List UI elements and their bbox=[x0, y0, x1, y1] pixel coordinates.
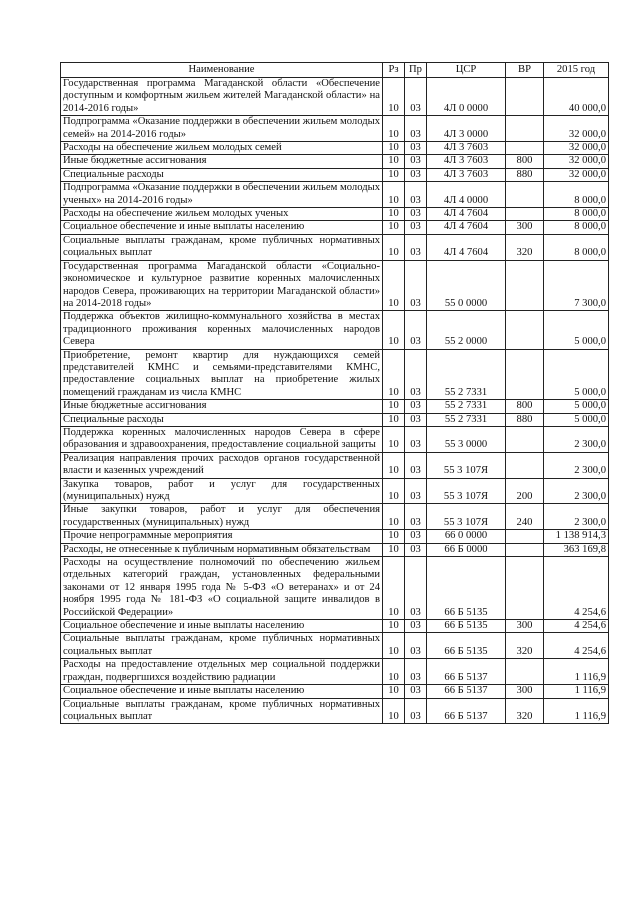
cell-rz: 10 bbox=[383, 349, 405, 400]
cell-name: Специальные расходы bbox=[61, 413, 383, 426]
table-row bbox=[61, 530, 609, 543]
cell-rz: 10 bbox=[383, 208, 405, 221]
cell-csr: 55 2 0000 bbox=[427, 311, 506, 349]
cell-rz: 10 bbox=[383, 530, 405, 543]
cell-name: Иные закупки товаров, работ и услуг для обеспечения государственных (муниципальных) нужд bbox=[61, 504, 383, 530]
cell-name: Социальное обеспечение и иные выплаты населению bbox=[61, 620, 383, 633]
table-row bbox=[61, 452, 609, 478]
cell-name: Расходы на осуществление полномочий по обеспечению жильем отдельных категорий граждан, установленных федеральными законами от 12 января 1995 года № 5-ФЗ «О ветеранах» и от 24 ноября 1995 года № 181-ФЗ «О социальной защите инвалидов в Российской Федерации» bbox=[61, 557, 383, 620]
cell-pr: 03 bbox=[405, 530, 427, 543]
cell-rz: 10 bbox=[383, 168, 405, 181]
cell-pr: 03 bbox=[405, 260, 427, 311]
cell-sum: 2 300,0 bbox=[544, 478, 609, 504]
cell-vr bbox=[506, 208, 544, 221]
cell-sum: 2 300,0 bbox=[544, 452, 609, 478]
cell-csr: 55 3 107Я bbox=[427, 504, 506, 530]
cell-vr bbox=[506, 142, 544, 155]
cell-sum: 8 000,0 bbox=[544, 221, 609, 234]
cell-csr: 4Л 4 7604 bbox=[427, 234, 506, 260]
cell-rz: 10 bbox=[383, 260, 405, 311]
document-page bbox=[60, 62, 608, 724]
cell-sum: 4 254,6 bbox=[544, 620, 609, 633]
header-vr: ВР bbox=[506, 63, 544, 78]
cell-vr bbox=[506, 260, 544, 311]
cell-csr: 4Л 4 7604 bbox=[427, 208, 506, 221]
cell-name: Расходы на обеспечение жильем молодых семей bbox=[61, 142, 383, 155]
cell-csr: 66 Б 0000 bbox=[427, 543, 506, 556]
cell-sum: 5 000,0 bbox=[544, 413, 609, 426]
cell-sum: 5 000,0 bbox=[544, 400, 609, 413]
cell-csr: 66 Б 5135 bbox=[427, 557, 506, 620]
cell-name: Прочие непрограммные мероприятия bbox=[61, 530, 383, 543]
cell-vr bbox=[506, 530, 544, 543]
cell-rz: 10 bbox=[383, 234, 405, 260]
cell-sum: 1 116,9 bbox=[544, 685, 609, 698]
cell-rz: 10 bbox=[383, 698, 405, 724]
cell-vr bbox=[506, 659, 544, 685]
cell-csr: 55 0 0000 bbox=[427, 260, 506, 311]
cell-vr bbox=[506, 78, 544, 116]
cell-csr: 55 3 107Я bbox=[427, 452, 506, 478]
cell-vr: 320 bbox=[506, 698, 544, 724]
cell-csr: 55 3 0000 bbox=[427, 426, 506, 452]
cell-pr: 03 bbox=[405, 221, 427, 234]
cell-csr: 4Л 0 0000 bbox=[427, 78, 506, 116]
cell-pr: 03 bbox=[405, 234, 427, 260]
cell-name: Подпрограмма «Оказание поддержки в обеспечении жильем молодых ученых» на 2014-2016 годы» bbox=[61, 182, 383, 208]
cell-pr: 03 bbox=[405, 698, 427, 724]
cell-pr: 03 bbox=[405, 557, 427, 620]
cell-rz: 10 bbox=[383, 78, 405, 116]
cell-pr: 03 bbox=[405, 426, 427, 452]
cell-rz: 10 bbox=[383, 504, 405, 530]
cell-rz: 10 bbox=[383, 311, 405, 349]
table-row bbox=[61, 504, 609, 530]
cell-pr: 03 bbox=[405, 478, 427, 504]
cell-rz: 10 bbox=[383, 557, 405, 620]
cell-csr: 4Л 3 7603 bbox=[427, 155, 506, 168]
cell-name: Реализация направления прочих расходов органов государственной власти и казенных учреждений bbox=[61, 452, 383, 478]
cell-sum: 1 116,9 bbox=[544, 698, 609, 724]
cell-vr bbox=[506, 116, 544, 142]
cell-name: Расходы на обеспечение жильем молодых ученых bbox=[61, 208, 383, 221]
cell-csr: 66 Б 5135 bbox=[427, 633, 506, 659]
cell-sum: 5 000,0 bbox=[544, 349, 609, 400]
cell-vr: 880 bbox=[506, 168, 544, 181]
cell-vr: 800 bbox=[506, 155, 544, 168]
cell-pr: 03 bbox=[405, 155, 427, 168]
table-row bbox=[61, 633, 609, 659]
table-row bbox=[61, 478, 609, 504]
cell-rz: 10 bbox=[383, 116, 405, 142]
table-row bbox=[61, 260, 609, 311]
cell-sum: 4 254,6 bbox=[544, 557, 609, 620]
cell-vr bbox=[506, 311, 544, 349]
cell-sum: 4 254,6 bbox=[544, 633, 609, 659]
cell-sum: 8 000,0 bbox=[544, 234, 609, 260]
cell-sum: 40 000,0 bbox=[544, 78, 609, 116]
cell-csr: 4Л 4 0000 bbox=[427, 182, 506, 208]
cell-name: Иные бюджетные ассигнования bbox=[61, 400, 383, 413]
cell-csr: 55 2 7331 bbox=[427, 400, 506, 413]
cell-csr: 55 2 7331 bbox=[427, 413, 506, 426]
cell-vr: 240 bbox=[506, 504, 544, 530]
table-row bbox=[61, 620, 609, 633]
cell-rz: 10 bbox=[383, 685, 405, 698]
table-row bbox=[61, 557, 609, 620]
cell-rz: 10 bbox=[383, 659, 405, 685]
cell-pr: 03 bbox=[405, 543, 427, 556]
cell-rz: 10 bbox=[383, 620, 405, 633]
cell-name: Расходы на предоставление отдельных мер социальной поддержки граждан, подвергшихся воздействию радиации bbox=[61, 659, 383, 685]
cell-rz: 10 bbox=[383, 543, 405, 556]
cell-rz: 10 bbox=[383, 142, 405, 155]
cell-rz: 10 bbox=[383, 478, 405, 504]
table-body bbox=[61, 78, 609, 724]
cell-pr: 03 bbox=[405, 311, 427, 349]
cell-vr: 300 bbox=[506, 221, 544, 234]
cell-vr bbox=[506, 349, 544, 400]
cell-name: Приобретение, ремонт квартир для нуждающихся семей представителей КМНС и семьями-представителями КМНС, предоставление социальных выплат на приобретение жилых помещений гражданам из числа КМНС bbox=[61, 349, 383, 400]
cell-pr: 03 bbox=[405, 659, 427, 685]
cell-vr: 800 bbox=[506, 400, 544, 413]
table-row bbox=[61, 413, 609, 426]
cell-csr: 66 0 0000 bbox=[427, 530, 506, 543]
cell-vr bbox=[506, 557, 544, 620]
cell-vr: 320 bbox=[506, 234, 544, 260]
cell-name: Поддержка коренных малочисленных народов Севера в сфере образования и здравоохранения, предоставление социальной защиты bbox=[61, 426, 383, 452]
table-row bbox=[61, 543, 609, 556]
cell-sum: 1 138 914,3 bbox=[544, 530, 609, 543]
header-name: Наименование bbox=[61, 63, 383, 78]
header-pr: Пр bbox=[405, 63, 427, 78]
table-row bbox=[61, 182, 609, 208]
cell-pr: 03 bbox=[405, 400, 427, 413]
table-row bbox=[61, 426, 609, 452]
table-row bbox=[61, 168, 609, 181]
cell-name: Социальные выплаты гражданам, кроме публичных нормативных социальных выплат bbox=[61, 698, 383, 724]
cell-name: Социальные выплаты гражданам, кроме публичных нормативных социальных выплат bbox=[61, 633, 383, 659]
cell-pr: 03 bbox=[405, 142, 427, 155]
table-row bbox=[61, 221, 609, 234]
table-row bbox=[61, 234, 609, 260]
cell-pr: 03 bbox=[405, 620, 427, 633]
header-rz: Рз bbox=[383, 63, 405, 78]
cell-pr: 03 bbox=[405, 78, 427, 116]
cell-sum: 7 300,0 bbox=[544, 260, 609, 311]
cell-name: Поддержка объектов жилищно-коммунального хозяйства в местах традиционного проживания коренных малочисленных народов Севера bbox=[61, 311, 383, 349]
cell-vr bbox=[506, 426, 544, 452]
cell-name: Социальное обеспечение и иные выплаты населению bbox=[61, 221, 383, 234]
table-row bbox=[61, 142, 609, 155]
cell-vr bbox=[506, 182, 544, 208]
cell-vr: 300 bbox=[506, 685, 544, 698]
cell-vr: 880 bbox=[506, 413, 544, 426]
cell-vr: 200 bbox=[506, 478, 544, 504]
cell-name: Закупка товаров, работ и услуг для государственных (муниципальных) нужд bbox=[61, 478, 383, 504]
cell-sum: 8 000,0 bbox=[544, 182, 609, 208]
cell-csr: 66 Б 5137 bbox=[427, 685, 506, 698]
table-row bbox=[61, 400, 609, 413]
cell-vr: 320 bbox=[506, 633, 544, 659]
cell-pr: 03 bbox=[405, 452, 427, 478]
cell-csr: 66 Б 5135 bbox=[427, 620, 506, 633]
cell-name: Государственная программа Магаданской области «Социально-экономическое и культурное развитие коренных малочисленных народов Севера, проживающих на территории Магаданской области» на 2014-2018 годы» bbox=[61, 260, 383, 311]
cell-csr: 4Л 4 7604 bbox=[427, 221, 506, 234]
header-year: 2015 год bbox=[544, 63, 609, 78]
cell-name: Расходы, не отнесенные к публичным нормативным обязательствам bbox=[61, 543, 383, 556]
table-row bbox=[61, 311, 609, 349]
cell-pr: 03 bbox=[405, 116, 427, 142]
cell-csr: 4Л 3 7603 bbox=[427, 168, 506, 181]
cell-rz: 10 bbox=[383, 413, 405, 426]
table-row bbox=[61, 349, 609, 400]
cell-vr bbox=[506, 543, 544, 556]
cell-name: Государственная программа Магаданской области «Обеспечение доступным и комфортным жильем жителей Магаданской области» на 2014-2016 годы» bbox=[61, 78, 383, 116]
cell-pr: 03 bbox=[405, 208, 427, 221]
cell-sum: 363 169,8 bbox=[544, 543, 609, 556]
cell-pr: 03 bbox=[405, 633, 427, 659]
table-row bbox=[61, 208, 609, 221]
cell-sum: 1 116,9 bbox=[544, 659, 609, 685]
cell-pr: 03 bbox=[405, 168, 427, 181]
cell-pr: 03 bbox=[405, 349, 427, 400]
cell-csr: 55 3 107Я bbox=[427, 478, 506, 504]
cell-pr: 03 bbox=[405, 182, 427, 208]
table-row bbox=[61, 685, 609, 698]
cell-rz: 10 bbox=[383, 221, 405, 234]
table-row bbox=[61, 78, 609, 116]
cell-name: Специальные расходы bbox=[61, 168, 383, 181]
cell-name: Иные бюджетные ассигнования bbox=[61, 155, 383, 168]
budget-table bbox=[60, 62, 609, 724]
cell-sum: 32 000,0 bbox=[544, 142, 609, 155]
table-row bbox=[61, 116, 609, 142]
cell-csr: 55 2 7331 bbox=[427, 349, 506, 400]
cell-csr: 4Л 3 0000 bbox=[427, 116, 506, 142]
cell-sum: 32 000,0 bbox=[544, 168, 609, 181]
cell-sum: 32 000,0 bbox=[544, 116, 609, 142]
header-csr: ЦСР bbox=[427, 63, 506, 78]
cell-pr: 03 bbox=[405, 413, 427, 426]
cell-name: Подпрограмма «Оказание поддержки в обеспечении жильем молодых семей» на 2014-2016 годы» bbox=[61, 116, 383, 142]
cell-csr: 66 Б 5137 bbox=[427, 698, 506, 724]
table-row bbox=[61, 698, 609, 724]
cell-rz: 10 bbox=[383, 633, 405, 659]
cell-sum: 32 000,0 bbox=[544, 155, 609, 168]
cell-sum: 5 000,0 bbox=[544, 311, 609, 349]
cell-rz: 10 bbox=[383, 452, 405, 478]
cell-rz: 10 bbox=[383, 426, 405, 452]
cell-rz: 10 bbox=[383, 182, 405, 208]
cell-sum: 2 300,0 bbox=[544, 504, 609, 530]
cell-vr bbox=[506, 452, 544, 478]
cell-csr: 4Л 3 7603 bbox=[427, 142, 506, 155]
cell-csr: 66 Б 5137 bbox=[427, 659, 506, 685]
cell-name: Социальное обеспечение и иные выплаты населению bbox=[61, 685, 383, 698]
table-header-row bbox=[61, 63, 609, 78]
cell-sum: 2 300,0 bbox=[544, 426, 609, 452]
cell-vr: 300 bbox=[506, 620, 544, 633]
cell-rz: 10 bbox=[383, 155, 405, 168]
cell-sum: 8 000,0 bbox=[544, 208, 609, 221]
cell-pr: 03 bbox=[405, 685, 427, 698]
cell-rz: 10 bbox=[383, 400, 405, 413]
cell-pr: 03 bbox=[405, 504, 427, 530]
cell-name: Социальные выплаты гражданам, кроме публичных нормативных социальных выплат bbox=[61, 234, 383, 260]
table-row bbox=[61, 659, 609, 685]
table-row bbox=[61, 155, 609, 168]
